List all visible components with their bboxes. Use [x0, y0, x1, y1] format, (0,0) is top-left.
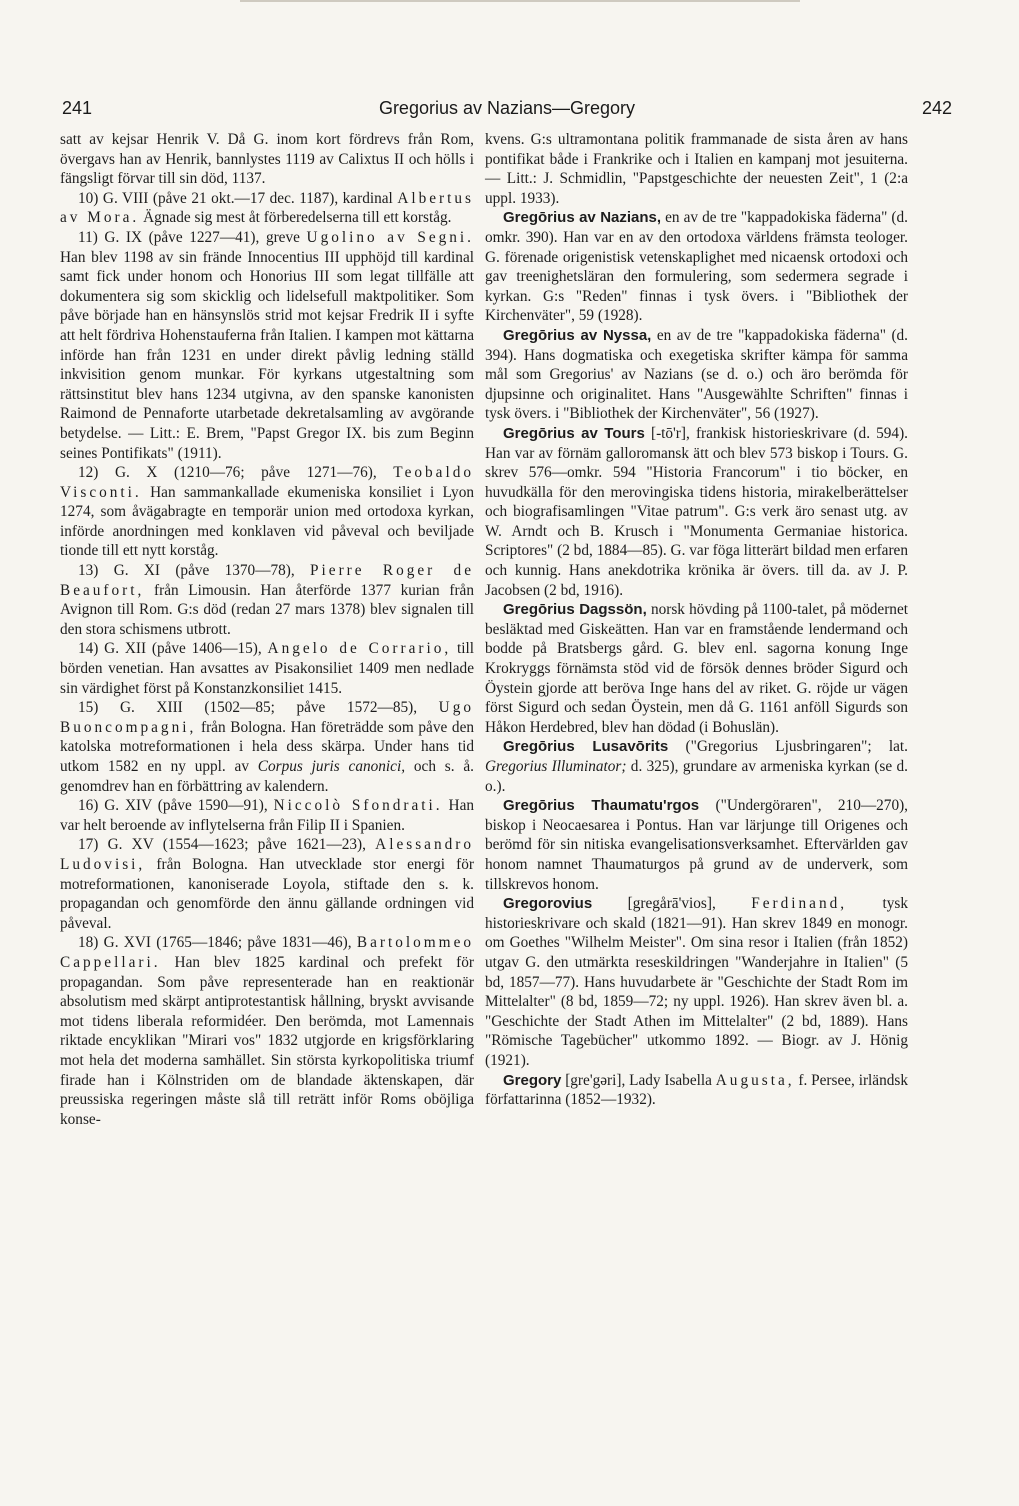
- text: kvens. G:s ultramontana politik frammanade de sista åren av hans pontifikat både i Frankrike och i Italien en kampanj mot jesuiterna. — Litt.: J. Schmidlin, "Papstgeschichte der neuesten Zeit", 1 (2:a uppl. 1933).: [485, 131, 908, 207]
- italic-title: Corpus juris canonici,: [257, 758, 406, 775]
- italic-title: Gregorius Illuminator;: [485, 758, 627, 775]
- entry-paragraph: [60, 835, 474, 933]
- headword: Gregōrius av Nyssa,: [503, 326, 652, 344]
- entry-gregorius-av-nyssa: [485, 326, 908, 424]
- entry-paragraph: [60, 698, 474, 796]
- entry-gregory: [485, 1071, 908, 1110]
- text: 17) G. XV (1554—1623; påve 1621—23),: [78, 836, 366, 854]
- text: Han sammankallade ekumeniska konsiliet i Lyon 1274, som åvägabragte en temporär union med ortodoxa kyrkan, införde anordningen med konklaven vid påveval och beviljade tionde till ett nytt korståg.: [60, 483, 475, 560]
- spaced-name: Angelo de Corrario,: [267, 640, 452, 658]
- entry-gregorius-dagsson: [485, 600, 908, 737]
- text: en av de tre "kappadokiska fäderna" (d. 394). Hans dogmatiska och exegetiska skrifter kämpa för samma mål som Gregorius' av Nazians (se d. o.) och äro berömda för djupsinne och originalitet. Hans "Ausgewählte Schriften" finnas i tysk övers. i "Bibliothek der Kirchenväter", 56 (1927).: [485, 326, 909, 423]
- text: från Limousin. Han återförde 1377 kurian från Avignon till Rom. G:s död (redan 27 mars 1378) blev signalen till den stora schismens utbrott.: [60, 581, 474, 638]
- headword: Gregōrius Thaumatu'rgos: [503, 797, 700, 815]
- text: Ägnade sig mest åt förberedelserna till ett korståg.: [143, 209, 452, 227]
- text: f. Persee, irländsk författarinna (1852—1932).: [485, 1071, 908, 1109]
- entry-paragraph: [60, 463, 474, 561]
- running-title: Gregorius av Nazians—Gregory: [378, 98, 636, 118]
- spaced-name: Niccolò Sfondrati.: [273, 797, 443, 815]
- spaced-name: Ferdinand,: [751, 895, 848, 913]
- text: ("Undergöraren", 210—270), biskop i Neocaesarea i Pontus. Han var lärjunge till Origenes och berömd för sin nitiska evangelisationsverksamhet. Eftervärlden gav honom namnet Thaumaturgos på grund av de underverk, som tillskrevos honom.: [485, 797, 909, 893]
- text: 15) G. XIII (1502—85; påve 1572—85),: [78, 699, 418, 717]
- entry-gregorius-av-nazians: [485, 208, 908, 326]
- spaced-name: Pierre Roger de Beaufort,: [60, 562, 474, 599]
- entry-paragraph: [60, 796, 474, 835]
- text: 16) G. XIV (påve 1590—91),: [78, 797, 268, 815]
- text: ("Gregorius Ljusbringaren"; lat.: [685, 738, 908, 756]
- text: Han blev 1198 av sin frände Innocentius III upphöjd till kardinal samt fick under honom och Honorius III som legat tillfälle att dokumentera sig som skicklig och lidelsefull maktpolitiker. Som påve började han en hänsynslös strid mot kejsar Fredrik II i syfte att helt fördriva Hohenstauferna från Italien. I kampen mot kättarna införde han från 1231 en under direkt påvlig ledning ställd inkvisition genom munkar. För kyrkans utgestaltning som rättsinstitut blev hans 1234 utgivna, av den spanske kanonisten Raimond de Pennaforte utarbetade dekretalsamling av avgörande betydelse. — Litt.: E. Brem, "Papst Gregor IX. bis zum Beginn seines Pontifikats" (1911).: [60, 248, 474, 462]
- text: från Bologna. Han företrädde som påve den katolska motreformationen i hela dess skärpa. Under hans tid utkom 1582 en ny uppl. av: [60, 718, 475, 775]
- text: norsk hövding på 1100-talet, på mödernet besläktad med Giskeätten. Han var en framstående lendermand och bodde på Bratsbergs gård. G. blev enl. sagorna konung Inge Krokryggs förnämsta stöd vid de försök dennes bröder Sigurd och Öystein gjorde att beröva Inge hans del av riket. G. röjde ur vägen först Sigurd och sedan Öystein, men då G. 1161 anföll Sigurds son Håkon Herdebred, blev han dödad (i Bohuslän).: [485, 601, 908, 736]
- entry-paragraph: [60, 228, 474, 463]
- spaced-name: Teobaldo Visconti.: [60, 464, 474, 501]
- entry-paragraph: [60, 130, 474, 189]
- text: till börden venetian. Han avsattes av Pisakonsiliet 1409 men nedlade sin värdighet först på Konstanzkonsiliet 1415.: [60, 640, 475, 697]
- top-rule: [240, 0, 800, 2]
- entry-paragraph: [60, 561, 474, 639]
- entry-paragraph: [60, 189, 474, 228]
- text: [gre'gəri], Lady Isabella: [565, 1071, 712, 1089]
- spaced-name: Ugo Buoncompagni,: [60, 699, 474, 736]
- headword: Gregorovius: [503, 895, 593, 913]
- text: 10) G. VIII (påve 21 okt.—17 dec. 1187), kardinal: [78, 189, 393, 207]
- text: och s. å. genomdrev han en förbättring av kalendern.: [60, 758, 474, 795]
- text: [gregårā'vios],: [627, 895, 716, 913]
- headword: Gregōrius av Nazians,: [503, 209, 662, 227]
- text: 14) G. XII (påve 1406—15),: [78, 640, 262, 658]
- entry-paragraph: [60, 933, 474, 1129]
- entry-gregorius-lusavorits: [485, 737, 908, 796]
- text: Han var helt beroende av inflytelserna från Filip II i Spanien.: [60, 797, 475, 834]
- spaced-name: Alessandro Ludovisi,: [60, 836, 474, 873]
- spaced-name: Albertus av Mora.: [60, 189, 474, 227]
- page-header: [62, 98, 952, 128]
- left-column: [60, 130, 474, 1129]
- text: 11) G. IX (påve 1227—41), greve: [78, 228, 300, 246]
- headword: Gregōrius Lusavōrits: [503, 738, 669, 756]
- spaced-name: Bartolommeo Cappellari.: [60, 934, 475, 971]
- text: en av de tre "kappadokiska fäderna" (d. omkr. 390). Han var en av den ortodoxa världens främsta teologer. G. förenade origenistisk vetenskaplighet med nicaensk ortodoxi och gav treenighetsläran den formulering, som sedermera segrade i kyrkan. G:s "Reden" finnas i tysk övers. i "Bibliothek der Kirchenväter", 59 (1928).: [485, 209, 908, 325]
- entry-gregorius-thaumaturgos: [485, 796, 908, 894]
- text: satt av kejsar Henrik V. Då G. inom kort fördrevs från Rom, övergavs han av Henrik, bannlystes 1119 av Calixtus II och hölls i fängsligt förvar till sin död, 1137.: [60, 131, 474, 188]
- text: 13) G. XI (påve 1370—78),: [78, 562, 295, 580]
- text: från Bologna. Han utvecklade stor energi för motreformationen, kanoniserade Loyola, stiftade den s. k. propagandan och genomförde den ännu gällande ordningen vid påveval.: [60, 855, 474, 932]
- spaced-name: Augusta,: [715, 1071, 795, 1089]
- headword: Gregōrius Dagssön,: [503, 601, 647, 619]
- headword: Gregōrius av Tours: [503, 424, 645, 442]
- text: [-tō'r], frankisk historieskrivare (d. 594). Han var av förnäm galloromansk ätt och blev 573 biskop i Tours. G. skrev 576—omkr. 594 "Historia Francorum" i tio böcker, en huvudkälla för den merovingiska tidens historia, mirakelberättelser och biografisamlingen "Vitae patrum". G:s verk äro senast utg. av W. Arndt och B. Krusch i "Monumenta Germaniae historica. Scriptores" (2 bd, 1884—85). G. var föga litterärt bildad men erfaren och kunnig. Hans anekdotrika krönika är övers. till da. av J. P. Jacobsen (2 bd, 1916).: [485, 424, 908, 599]
- text: tysk historieskrivare och skald (1821—91). Han skrev 1849 en monogr. om Goethes "Wilhelm Meister". Om sina resor i Italien (från 1852) utgav G. den utmärkta reseskildringen "Wanderjahre in Italien" (5 bd, 1857—77). Hans huvudarbete är "Geschichte der Stadt Rom im Mittelalter" (8 bd, 1859—72; ny uppl. 1926). Han skrev även bl. a. "Geschichte der Stadt Athen im Mittelalter" (2 bd, 1889). Hans "Römische Tagebücher" utkommo 1892. — Biogr. av J. Hönig (1921).: [485, 895, 909, 1069]
- text: Han blev 1825 kardinal och prefekt för propagandan. Som påve representerade han en reaktionär absolutism med skärpt antiprotestantisk hållning, bryskt avvisande mot tidens liberala reformidéer. Den berömda, mot Lamennais riktade encyklikan "Mirari vos" 1832 utgjorde en krigsförklaring mot hela det moderna samhället. Sin största kyrkopolitiska triumf firade han i Kölnstriden om de blandade äktenskapen, där preussiska regeringen måste slå till reträtt inför Roms oböjliga konse-: [60, 953, 475, 1128]
- entry-gregorius-av-tours: [485, 424, 908, 600]
- page-number-left: 241: [62, 98, 93, 118]
- text: 12) G. X (1210—76; påve 1271—76),: [78, 464, 377, 482]
- right-column: [485, 130, 908, 1110]
- headword: Gregory: [503, 1071, 562, 1089]
- spaced-name: Ugolino av Segni.: [306, 228, 474, 246]
- text: 18) G. XVI (1765—1846; påve 1831—46),: [78, 934, 352, 952]
- entry-paragraph: [485, 130, 908, 208]
- entry-gregorovius: [485, 894, 908, 1070]
- text: d. 325), grundare av armeniska kyrkan (se d. o.).: [485, 758, 908, 795]
- page-number-right: 242: [921, 98, 952, 118]
- entry-paragraph: [60, 639, 474, 698]
